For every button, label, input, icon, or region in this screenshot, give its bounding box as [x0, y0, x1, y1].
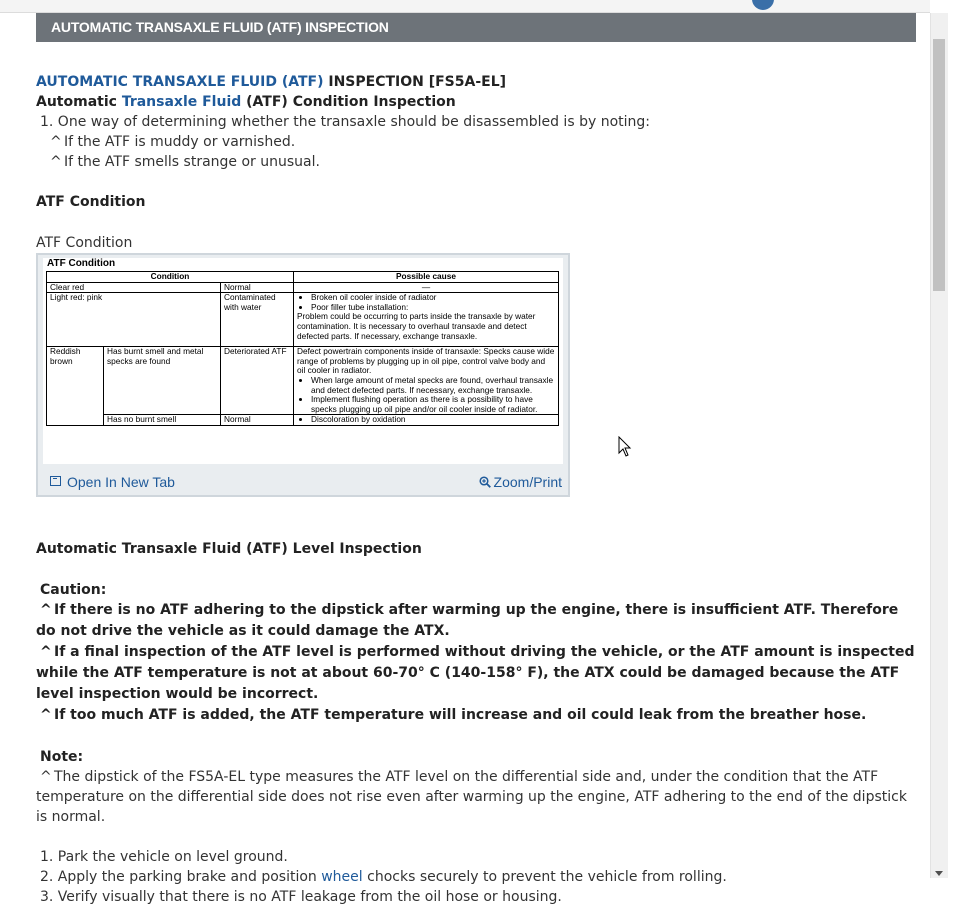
- section-heading: ATF Condition: [36, 194, 146, 210]
- table-row: [47, 282, 559, 293]
- zoom-icon: [479, 476, 491, 488]
- zoom-print-label: Zoom/Print: [493, 474, 562, 490]
- table-cell: Reddish brown: [47, 347, 104, 426]
- caution-item: [36, 600, 920, 642]
- table-bullet: • Poor filler tube installation:: [311, 303, 555, 313]
- caret: ^: [40, 707, 52, 723]
- atf-condition-image[interactable]: [43, 258, 563, 464]
- image-title: ATF Condition: [47, 258, 116, 269]
- table-bullet: • Discoloration by oxidation: [311, 415, 555, 425]
- step-item: 3. Verify visually that there is no ATF leakage from the oil hose or housing.: [40, 889, 562, 905]
- table-header: Possible cause: [294, 272, 559, 283]
- step-item: 1. Park the vehicle on level ground.: [40, 849, 288, 865]
- table-cell: Normal: [221, 415, 294, 426]
- open-tab-label: Open In New Tab: [67, 474, 175, 490]
- transaxle-fluid-link[interactable]: Transaxle Fluid: [121, 94, 242, 110]
- caution-text: If a final inspection of the ATF level is performed without driving the vehicle, or the ATF amount is inspected while the ATF temperature is not at about 60-70° C (140-158° F), the ATX could be damaged because the ATF level inspection would be incorrect.: [36, 644, 915, 702]
- note-label: Note:: [40, 749, 84, 765]
- table-cell: Light red: pink: [47, 293, 221, 347]
- mouse-cursor-icon: [618, 436, 632, 458]
- new-tab-icon: [50, 476, 61, 486]
- note-text: The dipstick of the FS5A-EL type measures the ATF level on the differential side and, under the condition that the ATF temperature on the differential side does not rise even after warming up the engine, ATF adhering to the end of the dipstick is normal.: [36, 769, 907, 825]
- table-cell: [294, 293, 559, 347]
- heading-rest: INSPECTION [FS5A-EL]: [323, 74, 507, 90]
- bullet-text: If the ATF is muddy or varnished.: [64, 134, 296, 150]
- doc-heading: [36, 72, 920, 92]
- page-title: AUTOMATIC TRANSAXLE FLUID (ATF) INSPECTION: [36, 13, 916, 42]
- step-1: 1. One way of determining whether the transaxle should be disassembled is by noting:: [40, 114, 650, 130]
- caution-label: Caution:: [40, 582, 107, 598]
- bullet-text: If the ATF smells strange or unusual.: [64, 154, 320, 170]
- table-row: [47, 347, 559, 415]
- caret: ^: [50, 134, 62, 150]
- step-item: [36, 867, 920, 887]
- scrollbar-thumb[interactable]: [933, 39, 945, 291]
- open-in-new-tab-link[interactable]: [50, 472, 175, 492]
- image-caption: ATF Condition: [36, 235, 133, 251]
- table-bullet: • Broken oil cooler inside of radiator: [311, 293, 555, 303]
- zoom-print-link[interactable]: [479, 472, 562, 492]
- table-cell: Deteriorated ATF: [221, 347, 294, 415]
- atf-condition-table: [46, 271, 559, 426]
- caret: ^: [40, 602, 52, 618]
- table-text: Problem could be occurring to parts inside the transaxle by water contamination. It is necessary to overhaul transaxle and detect defected parts. If necessary, exchange transaxle.: [297, 311, 536, 341]
- doc-subheading: [36, 92, 920, 112]
- caret: ^: [40, 644, 52, 660]
- table-row: [47, 415, 559, 426]
- figure-toolbar: [38, 467, 568, 495]
- subheading-post: (ATF) Condition Inspection: [241, 94, 456, 110]
- caution-text: If too much ATF is added, the ATF temperature will increase and oil could leak from the breather hose.: [54, 707, 867, 723]
- table-text: Defect powertrain components inside of transaxle: Specks cause wide range of problems by plugging up in oil pipe, control valve body and oil cooler in radiator.: [297, 346, 555, 376]
- section-heading: Automatic Transaxle Fluid (ATF) Level Inspection: [36, 541, 422, 557]
- table-bullet: • Implement flushing operation as there is a possibility to have specks plugging up oil pipe and/or oil cooler inside of radiator.: [311, 395, 555, 414]
- table-row: [47, 293, 559, 347]
- table-cell: Contaminated with water: [221, 293, 294, 347]
- vertical-scrollbar[interactable]: [930, 13, 948, 878]
- bullet-item: [36, 152, 920, 172]
- caution-item: [36, 642, 920, 705]
- caution-item: [36, 705, 920, 726]
- table-cell: [294, 415, 559, 426]
- heading-link[interactable]: AUTOMATIC TRANSAXLE FLUID (ATF): [36, 74, 324, 90]
- figure-container: [36, 253, 570, 497]
- step-text: chocks securely to prevent the vehicle from rolling.: [362, 869, 727, 885]
- document-body: [36, 72, 920, 907]
- table-cell: Clear red: [47, 282, 221, 293]
- table-cell: —: [294, 282, 559, 293]
- table-cell: Has no burnt smell: [104, 415, 221, 426]
- table-cell: Normal: [221, 282, 294, 293]
- subheading-pre: Automatic: [36, 94, 122, 110]
- scroll-down-arrow-icon[interactable]: [935, 871, 943, 876]
- window-edge: [948, 0, 958, 878]
- table-cell: Has burnt smell and metal specks are found: [104, 347, 221, 415]
- wheel-link[interactable]: wheel: [321, 869, 363, 885]
- caret: ^: [40, 769, 52, 785]
- caution-text: If there is no ATF adhering to the dipstick after warming up the engine, there is insufficient ATF. Therefore do not drive the vehicle as it could damage the ATX.: [36, 602, 899, 639]
- top-toolbar: [0, 0, 930, 13]
- toolbar-button[interactable]: [752, 0, 774, 10]
- table-header: Condition: [47, 272, 294, 283]
- step-text: 2. Apply the parking brake and position: [40, 869, 322, 885]
- note-item: [36, 767, 920, 827]
- table-cell: [294, 347, 559, 415]
- caret: ^: [50, 154, 62, 170]
- table-bullet: • When large amount of metal specks are found, overhaul transaxle and detect defected parts. If necessary, exchange transaxle.: [311, 376, 555, 395]
- bullet-item: [36, 132, 920, 152]
